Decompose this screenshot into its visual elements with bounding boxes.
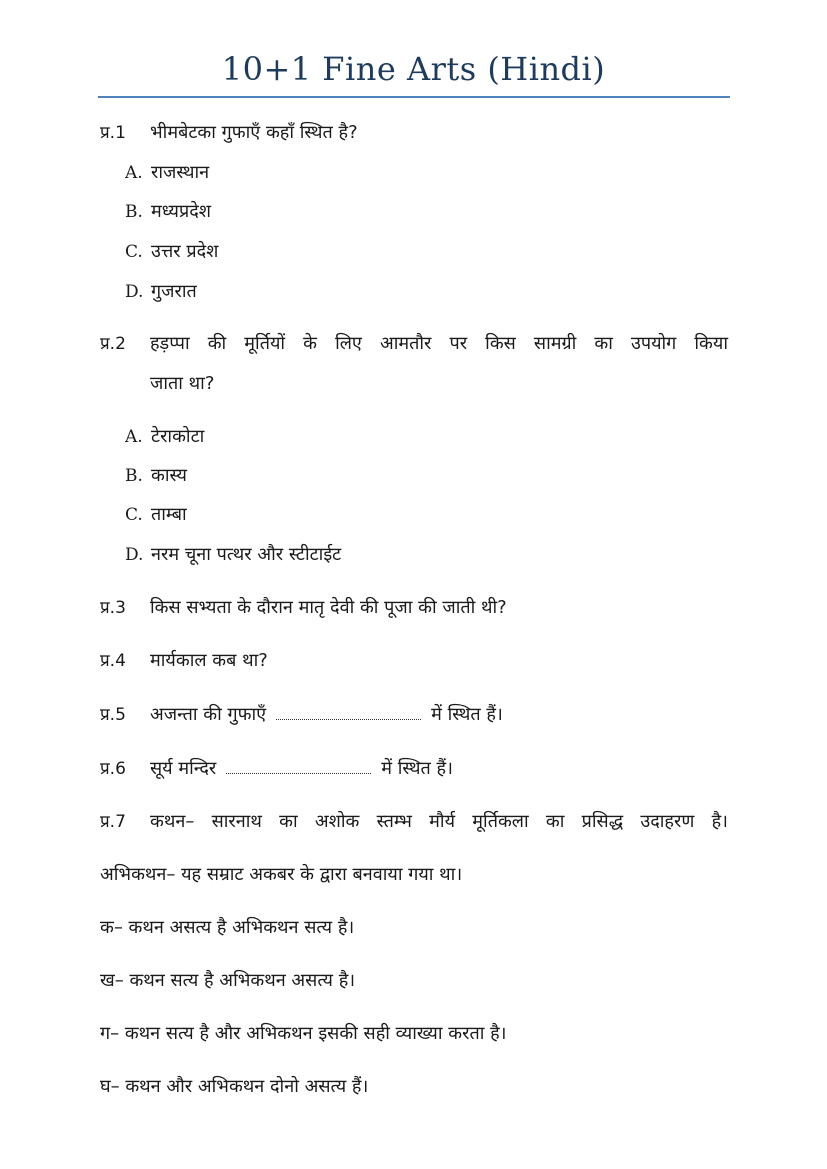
option-letter: C.	[125, 242, 143, 262]
question-text-line-1	[150, 332, 728, 356]
word: मौर्य	[429, 811, 456, 832]
question-number: प्र.2	[100, 334, 126, 354]
word: प्रसिद्ध	[581, 811, 624, 832]
question-text-line-2: जाता था?	[150, 373, 215, 394]
question-number: प्र.6	[100, 759, 126, 779]
word: उपयोग	[630, 333, 677, 354]
word: पर	[449, 333, 468, 354]
option-letter: B.	[125, 202, 143, 222]
word: का	[279, 811, 298, 832]
fill-in-blank	[276, 703, 421, 720]
title-underline	[98, 96, 730, 98]
question-text: भीमबेटका गुफाएँ कहाँ स्थित है?	[150, 122, 358, 143]
word: की	[207, 333, 227, 354]
option-letter: B.	[125, 466, 143, 486]
page-title: 10+1 Fine Arts (Hindi)	[221, 50, 606, 88]
choice-text: घ– कथन और अभिकथन दोनो असत्य हैं।	[100, 1076, 369, 1097]
word: किया	[694, 333, 728, 354]
question-number: प्र.7	[100, 812, 126, 832]
option-text: गुजरात	[151, 281, 197, 302]
question-text: मार्यकाल कब था?	[150, 650, 268, 671]
option-letter: C.	[125, 505, 143, 525]
question-text	[150, 703, 503, 727]
word: आमतौर	[379, 333, 432, 354]
word: के	[303, 333, 317, 354]
word: मूर्तिकला	[472, 811, 529, 832]
word: सारनाथ	[211, 811, 262, 832]
option-text: नरम चूना पत्थर और स्टीटाईट	[151, 544, 342, 565]
question-text	[150, 757, 453, 781]
word: अशोक	[314, 811, 360, 832]
word: है।	[711, 811, 728, 832]
word: मूर्तियों	[244, 333, 286, 354]
text-before-blank: सूर्य मन्दिर	[150, 758, 217, 779]
choice-text: क– कथन असत्य है अभिकथन सत्य है।	[100, 917, 355, 938]
option-text: मध्यप्रदेश	[151, 201, 212, 222]
option-text: ताम्बा	[151, 504, 187, 525]
option-letter: D.	[125, 282, 144, 302]
word: हड़प्पा	[150, 333, 190, 354]
fill-in-blank	[226, 757, 371, 774]
question-text: किस सभ्यता के दौरान मातृ देवी की पूजा की जाती थी?	[150, 597, 507, 618]
option-text: उत्तर प्रदेश	[151, 241, 219, 262]
word: स्तम्भ	[376, 811, 412, 832]
statement-line	[150, 810, 728, 834]
question-number: प्र.3	[100, 598, 126, 618]
text-after-blank: में स्थित हैं।	[381, 758, 453, 779]
word: किस	[485, 333, 516, 354]
question-number: प्र.1	[100, 123, 126, 143]
option-text: कास्य	[151, 465, 187, 486]
word: कथन–	[150, 811, 195, 832]
option-text: राजस्थान	[151, 162, 210, 183]
text-after-blank: में स्थित हैं।	[431, 704, 503, 725]
question-number: प्र.5	[100, 705, 126, 725]
word: का	[545, 811, 565, 832]
word: का	[594, 333, 613, 354]
word: लिए	[335, 333, 362, 354]
option-text: टेराकोटा	[151, 426, 205, 447]
question-number: प्र.4	[100, 651, 126, 671]
assertion-text: अभिकथन– यह सम्राट अकबर के द्वारा बनवाया गया था।	[100, 864, 463, 885]
option-letter: A.	[125, 427, 143, 447]
word: सामग्री	[533, 333, 577, 354]
option-letter: D.	[125, 545, 144, 565]
choice-text: ख– कथन सत्य है अभिकथन असत्य है।	[100, 970, 356, 991]
word: उदाहरण	[640, 811, 695, 832]
option-letter: A.	[125, 163, 143, 183]
choice-text: ग– कथन सत्य है और अभिकथन इसकी सही व्याख्या करता है।	[100, 1023, 507, 1044]
text-before-blank: अजन्ता की गुफाएँ	[150, 704, 267, 725]
